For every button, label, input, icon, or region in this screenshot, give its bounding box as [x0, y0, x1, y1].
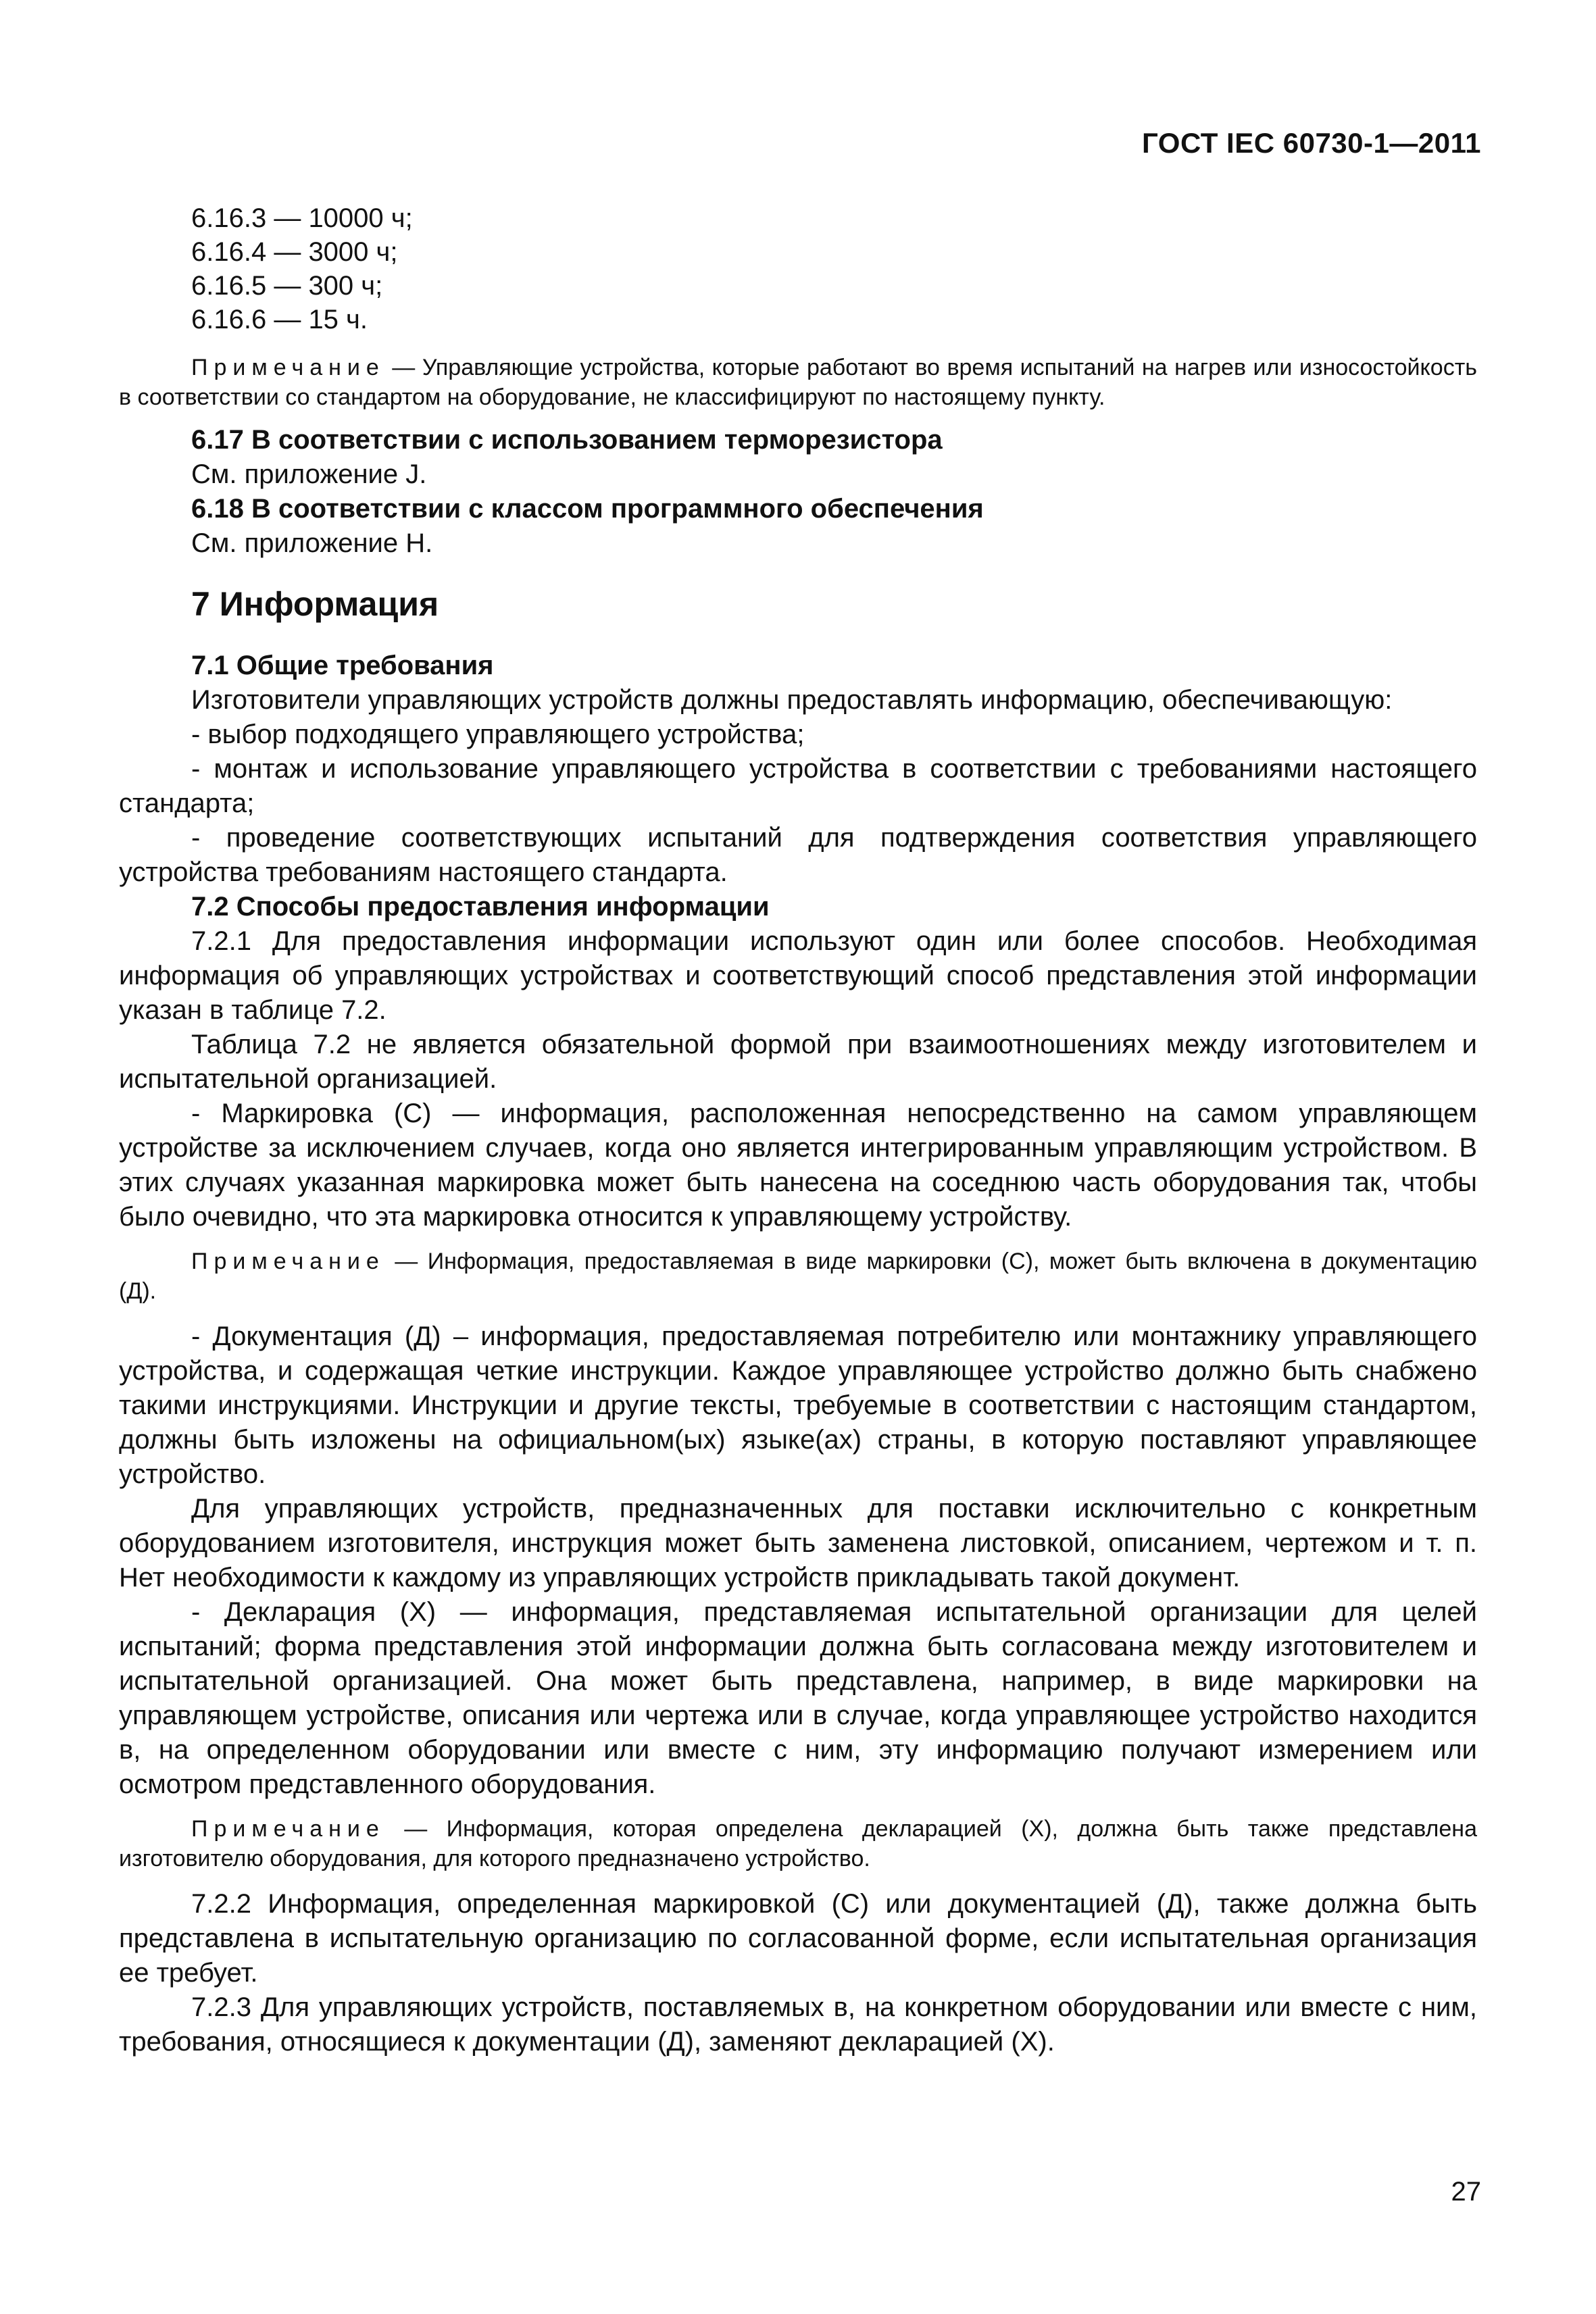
section-7-title: 7 Информация [191, 585, 439, 623]
paragraph-7-2-3: 7.2.3 Для управляющих устройств, поставляемых в, на конкретном оборудовании или вместе с ним, требования, относящиеся к документации (Д), заменяют декларацией (Х). [119, 1992, 1477, 2057]
heading-6-17: 6.17 В соответствии с использованием терморезистора [191, 425, 943, 455]
list-item: 6.16.3 — 10000 ч; [191, 203, 413, 233]
list-item: 6.16.4 — 3000 ч; [191, 237, 398, 267]
paragraph-documentation: - Документация (Д) – информация, предоставляемая потребителю или монтажнику управляющего устройства, и содержащая четкие инструкции. Каждое управляющее устройство должно быть снабжено такими инструкциями. Инструкции и другие тексты, требуемые в соответствии с настоящим стандартом, должны быть изложены на официальном(ых) языке(ах) страны, в которую поставляют управляющее устройство. [119, 1322, 1477, 1489]
list-item: - проведение соответствующих испытаний для подтверждения соответствия управляющего устройства требованиям настоящего стандарта. [119, 823, 1477, 887]
list-item: 6.16.6 — 15 ч. [191, 305, 368, 334]
page-number: 27 [1451, 2177, 1481, 2207]
note-label: Примечание [191, 1249, 385, 1274]
text-6-18: См. приложение H. [191, 528, 433, 558]
list-item: - выбор подходящего управляющего устройства; [191, 720, 805, 749]
standard-code-header: ГОСТ IEC 60730-1—2011 [1142, 127, 1481, 159]
list-item: 6.16.5 — 300 ч; [191, 271, 383, 301]
note-label: Примечание [191, 1816, 385, 1842]
heading-7-2: 7.2 Способы предоставления информации [191, 892, 770, 922]
paragraph-7-2-2: 7.2.2 Информация, определенная маркировкой (С) или документацией (Д), также должна быть представлена в испытательную организацию по согласованной форме, если испытательная организация ее требует. [119, 1889, 1477, 1988]
paragraph-7-2-1: 7.2.1 Для предоставления информации используют один или более способов. Необходимая информация об управляющих устройствах и соответствующий способ представления этой информации указан в таблице 7.2. [119, 926, 1477, 1025]
note-2 [119, 1247, 1477, 1306]
heading-6-18: 6.18 В соответствии с классом программного обеспечения [191, 494, 984, 524]
heading-7-1: 7.1 Общие требования [191, 651, 494, 680]
note-label: Примечание [191, 355, 385, 380]
paragraph: Изготовители управляющих устройств должны предоставлять информацию, обеспечивающую: [191, 685, 1393, 715]
note-3 [119, 1814, 1477, 1873]
note-text: — Информация, предоставляемая в виде маркировки (С), может быть включена в документацию (Д). [119, 1249, 1477, 1304]
note-1 [119, 353, 1477, 412]
paragraph: Для управляющих устройств, предназначенных для поставки исключительно с конкретным оборудованием изготовителя, инструкция может быть заменена листовкой, описанием, чертежом и т. п. Нет необходимости к каждому из управляющих устройств прикладывать такой документ. [119, 1494, 1477, 1592]
list-item: - монтаж и использование управляющего устройства в соответствии с требованиями настоящего стандарта; [119, 754, 1477, 818]
paragraph: Таблица 7.2 не является обязательной формой при взаимоотношениях между изготовителем и испытательной организацией. [119, 1030, 1477, 1094]
note-text: — Информация, которая определена декларацией (Х), должна быть также представлена изготовителю оборудования, для которого предназначено устройство. [119, 1816, 1477, 1871]
note-text: — Управляющие устройства, которые работают во время испытаний на нагрев или износостойкость в соответствии со стандартом на оборудование, не классифицируют по настоящему пункту. [119, 355, 1477, 410]
text-6-17: См. приложение J. [191, 459, 427, 489]
list-6-16 [119, 201, 1477, 336]
page-content [119, 201, 1477, 2059]
paragraph-declaration: - Декларация (Х) — информация, представляемая испытательной организации для целей испытаний; форма представления этой информации должна быть согласована между изготовителем и испытательной организацией. Она может быть представлена, например, в виде маркировки на управляющем устройстве, описания или чертежа или в случае, когда управляющее устройство находится в, на определенном оборудовании или вместе с ним, эту информацию получают измерением или осмотром представленного оборудования. [119, 1597, 1477, 1799]
paragraph-marking: - Маркировка (С) — информация, расположенная непосредственно на самом управляющем устройстве за исключением случаев, когда оно является интегрированным управляющим устройством. В этих случаях указанная маркировка может быть нанесена на соседнюю часть оборудования так, чтобы было очевидно, что эта маркировка относится к управляющему устройству. [119, 1099, 1477, 1232]
